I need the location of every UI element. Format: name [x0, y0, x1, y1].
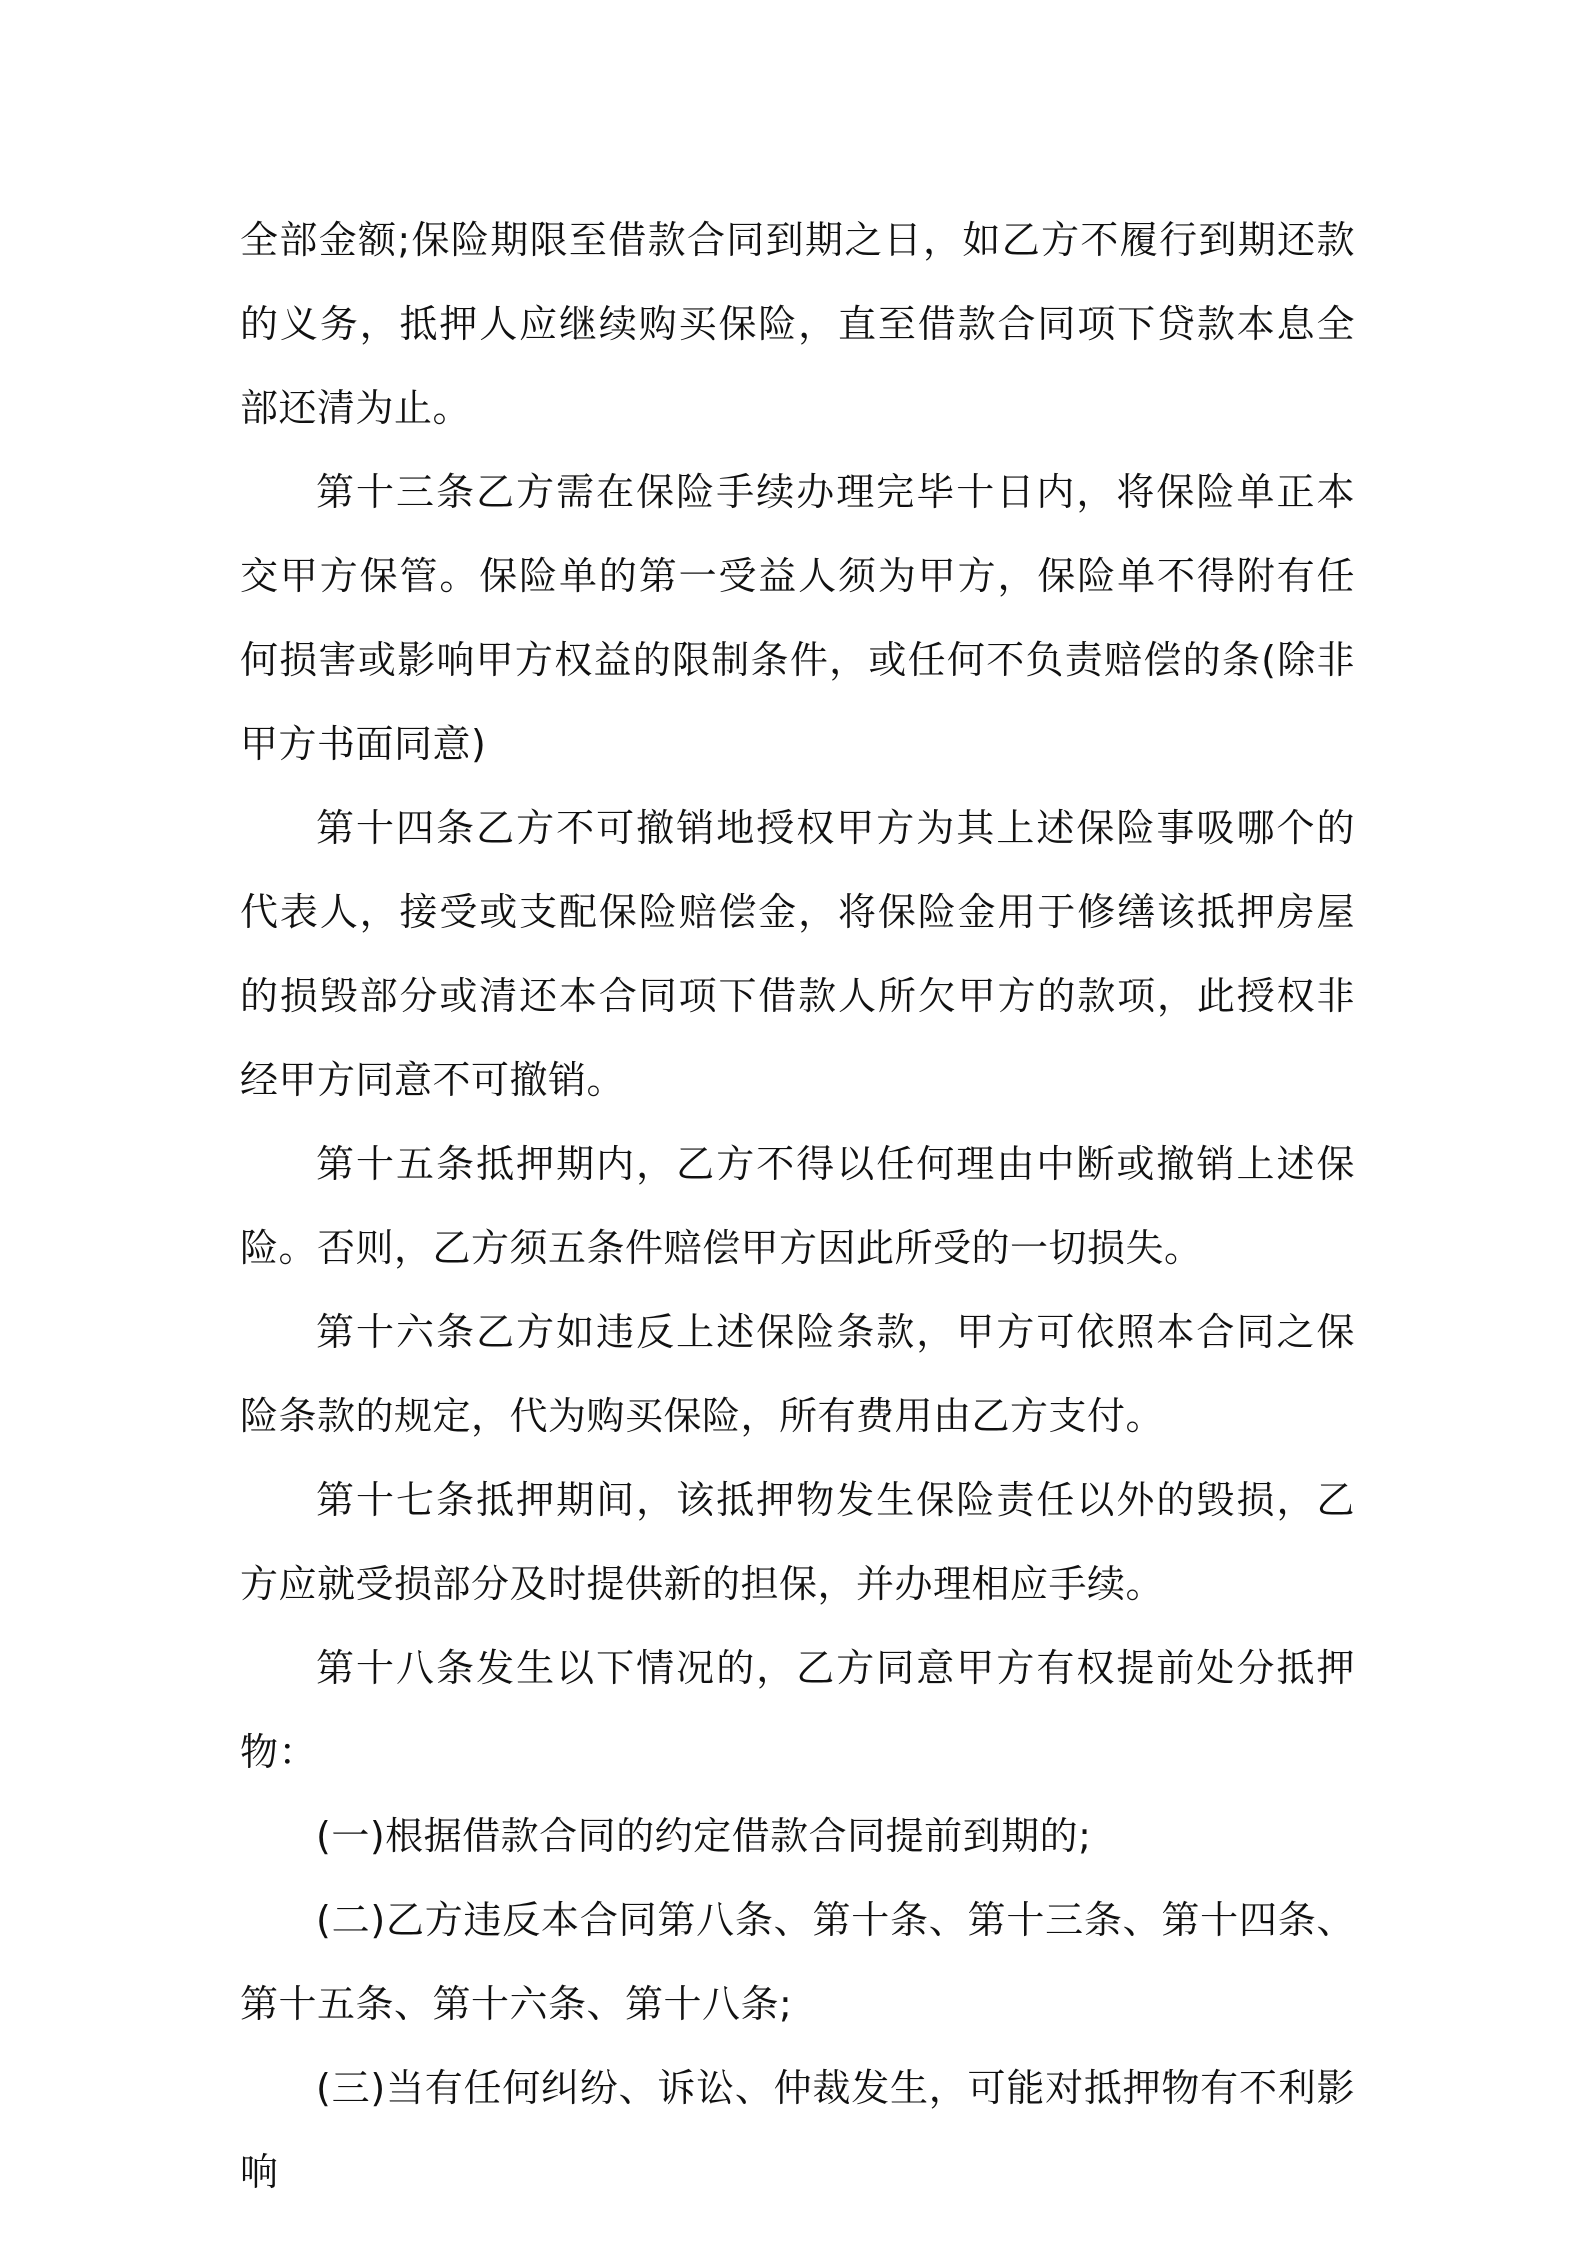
paragraph-insurance-term: 全部金额;保险期限至借款合同到期之日，如乙方不履行到期还款的义务，抵押人应继续购买保险，直至借款合同项下贷款本息全部还清为止。: [240, 218, 1355, 430]
paragraph-article-15: 第十五条抵押期内，乙方不得以任何理由中断或撤销上述保险。否则，乙方须五条件赔偿甲方因此所受的一切损失。: [240, 1142, 1355, 1270]
paragraph-article-18: 第十八条发生以下情况的，乙方同意甲方有权提前处分抵押物：: [240, 1646, 1355, 1774]
list-item-2: (二)乙方违反本合同第八条、第十条、第十三条、第十四条、第十五条、第十六条、第十八条;: [240, 1898, 1355, 2026]
paragraph-article-17: 第十七条抵押期间，该抵押物发生保险责任以外的毁损，乙方应就受损部分及时提供新的担保，并办理相应手续。: [240, 1478, 1355, 1606]
paragraph-article-13: 第十三条乙方需在保险手续办理完毕十日内，将保险单正本交甲方保管。保险单的第一受益人须为甲方，保险单不得附有任何损害或影响甲方权益的限制条件，或任何不负责赔偿的条(除非甲方书面同意): [240, 470, 1355, 766]
paragraph-article-14: 第十四条乙方不可撤销地授权甲方为其上述保险事吸哪个的代表人，接受或支配保险赔偿金，将保险金用于修缮该抵押房屋的损毁部分或清还本合同项下借款人所欠甲方的款项，此授权非经甲方同意不可撤销。: [240, 806, 1355, 1102]
paragraph-article-16: 第十六条乙方如违反上述保险条款，甲方可依照本合同之保险条款的规定，代为购买保险，所有费用由乙方支付。: [240, 1310, 1355, 1438]
list-item-1: (一)根据借款合同的约定借款合同提前到期的;: [316, 1814, 1092, 1858]
document-body: [240, 198, 1355, 2214]
list-item-3: (三)当有任何纠纷、诉讼、仲裁发生，可能对抵押物有不利影响: [240, 2066, 1355, 2194]
